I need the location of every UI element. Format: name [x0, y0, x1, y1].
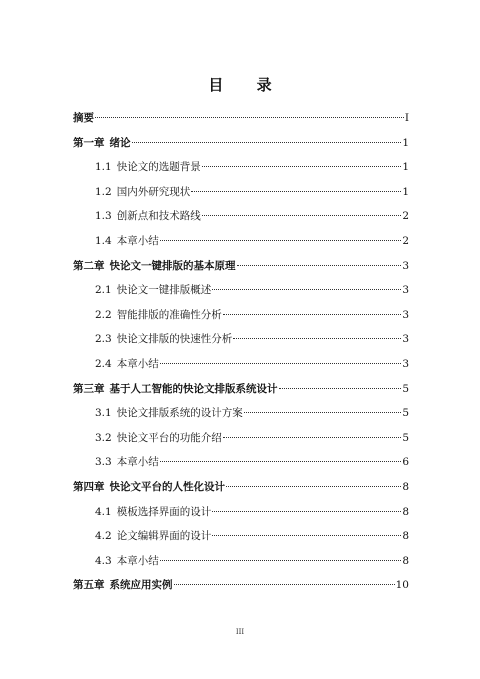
- toc-entry-number: 4.2: [95, 530, 112, 543]
- toc-section-entry[interactable]: [73, 331, 409, 356]
- toc-entry-page: 5: [402, 382, 409, 395]
- toc-entry-page: 3: [402, 357, 409, 370]
- toc-entry-page: I: [404, 112, 409, 124]
- toc-entry-number: 第五章: [73, 579, 105, 592]
- toc-dot-leader: [202, 166, 402, 167]
- toc-dot-leader: [279, 388, 402, 389]
- toc-dot-leader: [160, 560, 402, 561]
- toc-entry-label: 系统应用实例: [109, 579, 173, 592]
- toc-entry-label: 快论文平台的人性化设计: [109, 480, 225, 493]
- toc-entry-page: 2: [402, 234, 409, 247]
- toc-dot-leader: [202, 215, 402, 216]
- toc-entry-number: 第四章: [73, 480, 105, 493]
- toc-entry-page: 8: [402, 530, 409, 543]
- toc-section-entry[interactable]: [73, 159, 409, 184]
- toc-section-entry[interactable]: [73, 233, 409, 258]
- toc-entry-number: 1.3: [95, 210, 112, 223]
- toc-entry-number: 1.4: [95, 234, 112, 247]
- toc-entry-number: 2.1: [95, 284, 112, 297]
- toc-dot-leader: [244, 412, 402, 413]
- toc-entry-page: 8: [402, 505, 409, 518]
- toc-entry-page: 6: [402, 456, 409, 469]
- toc-section-entry[interactable]: [73, 208, 409, 233]
- toc-entry-number: 2.4: [95, 357, 112, 370]
- toc-entry-number: 2.2: [95, 308, 112, 321]
- toc-entry-number: 3.2: [95, 431, 112, 444]
- toc-entry-number: 第一章: [73, 136, 105, 149]
- toc-entry-label: 基于人工智能的快论文排版系统设计: [109, 382, 278, 395]
- toc-entry-label: 快论文平台的功能介绍: [116, 431, 222, 444]
- toc-entry-page: 5: [402, 431, 409, 444]
- toc-chapter-entry[interactable]: [73, 110, 409, 135]
- toc-section-entry[interactable]: [73, 307, 409, 332]
- toc-section-entry[interactable]: [73, 504, 409, 529]
- page-title: 目 录: [208, 76, 286, 94]
- toc-entry-number: 2.3: [95, 333, 112, 346]
- toc-entry-label: 国内外研究现状: [116, 185, 191, 198]
- toc-entry-page: 10: [395, 579, 409, 592]
- toc-section-entry[interactable]: [73, 430, 409, 455]
- toc-dot-leader: [212, 511, 401, 512]
- toc-entry-page: 3: [402, 333, 409, 346]
- toc-entry-number: 3.1: [95, 407, 112, 420]
- toc-entry-number: 第三章: [73, 382, 105, 395]
- toc-entry-label: 快论文一键排版概述: [116, 284, 212, 297]
- toc-section-entry[interactable]: [73, 553, 409, 578]
- toc-entry-page: 1: [402, 136, 409, 149]
- toc-entry-page: 3: [402, 284, 409, 297]
- page-number-footer: III: [235, 628, 245, 636]
- toc-entry-number: 1.1: [95, 161, 112, 174]
- table-of-contents: [73, 110, 409, 602]
- toc-dot-leader: [212, 535, 401, 536]
- toc-dot-leader: [223, 314, 402, 315]
- toc-entry-page: 5: [402, 407, 409, 420]
- toc-entry-page: 8: [402, 480, 409, 493]
- toc-entry-page: 3: [402, 308, 409, 321]
- toc-chapter-entry[interactable]: [73, 135, 409, 160]
- toc-entry-label: 快论文排版的快速性分析: [116, 333, 233, 346]
- toc-section-entry[interactable]: [73, 454, 409, 479]
- toc-section-entry[interactable]: [73, 282, 409, 307]
- toc-entry-number: 第二章: [73, 259, 105, 272]
- toc-dot-leader: [160, 461, 402, 462]
- toc-dot-leader: [160, 363, 402, 364]
- toc-entry-page: 8: [402, 554, 409, 567]
- toc-section-entry[interactable]: [73, 184, 409, 209]
- toc-entry-label: 智能排版的准确性分析: [116, 308, 222, 321]
- toc-entry-number: 1.2: [95, 185, 112, 198]
- toc-entry-page: 2: [402, 210, 409, 223]
- toc-dot-leader: [223, 437, 402, 438]
- toc-entry-number: 3.3: [95, 456, 112, 469]
- toc-entry-label: 摘要: [73, 112, 94, 124]
- toc-dot-leader: [174, 584, 395, 585]
- toc-entry-number: 4.1: [95, 505, 112, 518]
- toc-entry-page: 1: [402, 185, 409, 198]
- toc-entry-label: 本章小结: [116, 357, 159, 370]
- toc-entry-page: 1: [402, 161, 409, 174]
- toc-chapter-entry[interactable]: [73, 479, 409, 504]
- toc-entry-label: 本章小结: [116, 456, 159, 469]
- toc-section-entry[interactable]: [73, 356, 409, 381]
- toc-entry-label: 本章小结: [116, 554, 159, 567]
- toc-chapter-entry[interactable]: [73, 258, 409, 283]
- toc-entry-label: 创新点和技术路线: [116, 210, 201, 223]
- toc-section-entry[interactable]: [73, 405, 409, 430]
- toc-entry-label: 快论文一键排版的基本原理: [109, 259, 236, 272]
- toc-section-entry[interactable]: [73, 528, 409, 553]
- toc-entry-number: 4.3: [95, 554, 112, 567]
- toc-chapter-entry[interactable]: [73, 381, 409, 406]
- toc-dot-leader: [233, 338, 401, 339]
- toc-entry-label: 快论文排版系统的设计方案: [116, 407, 243, 420]
- toc-dot-leader: [212, 289, 401, 290]
- toc-dot-leader: [95, 117, 404, 118]
- toc-entry-label: 绪论: [109, 136, 131, 149]
- toc-entry-page: 3: [402, 259, 409, 272]
- toc-dot-leader: [191, 191, 401, 192]
- toc-entry-label: 论文编辑界面的设计: [116, 530, 212, 543]
- toc-dot-leader: [226, 486, 401, 487]
- toc-dot-leader: [237, 265, 402, 266]
- toc-entry-label: 本章小结: [116, 234, 159, 247]
- toc-dot-leader: [160, 240, 402, 241]
- toc-dot-leader: [132, 142, 402, 143]
- toc-entry-label: 快论文的选题背景: [116, 161, 201, 174]
- toc-entry-label: 模板选择界面的设计: [116, 505, 212, 518]
- toc-chapter-entry[interactable]: [73, 577, 409, 602]
